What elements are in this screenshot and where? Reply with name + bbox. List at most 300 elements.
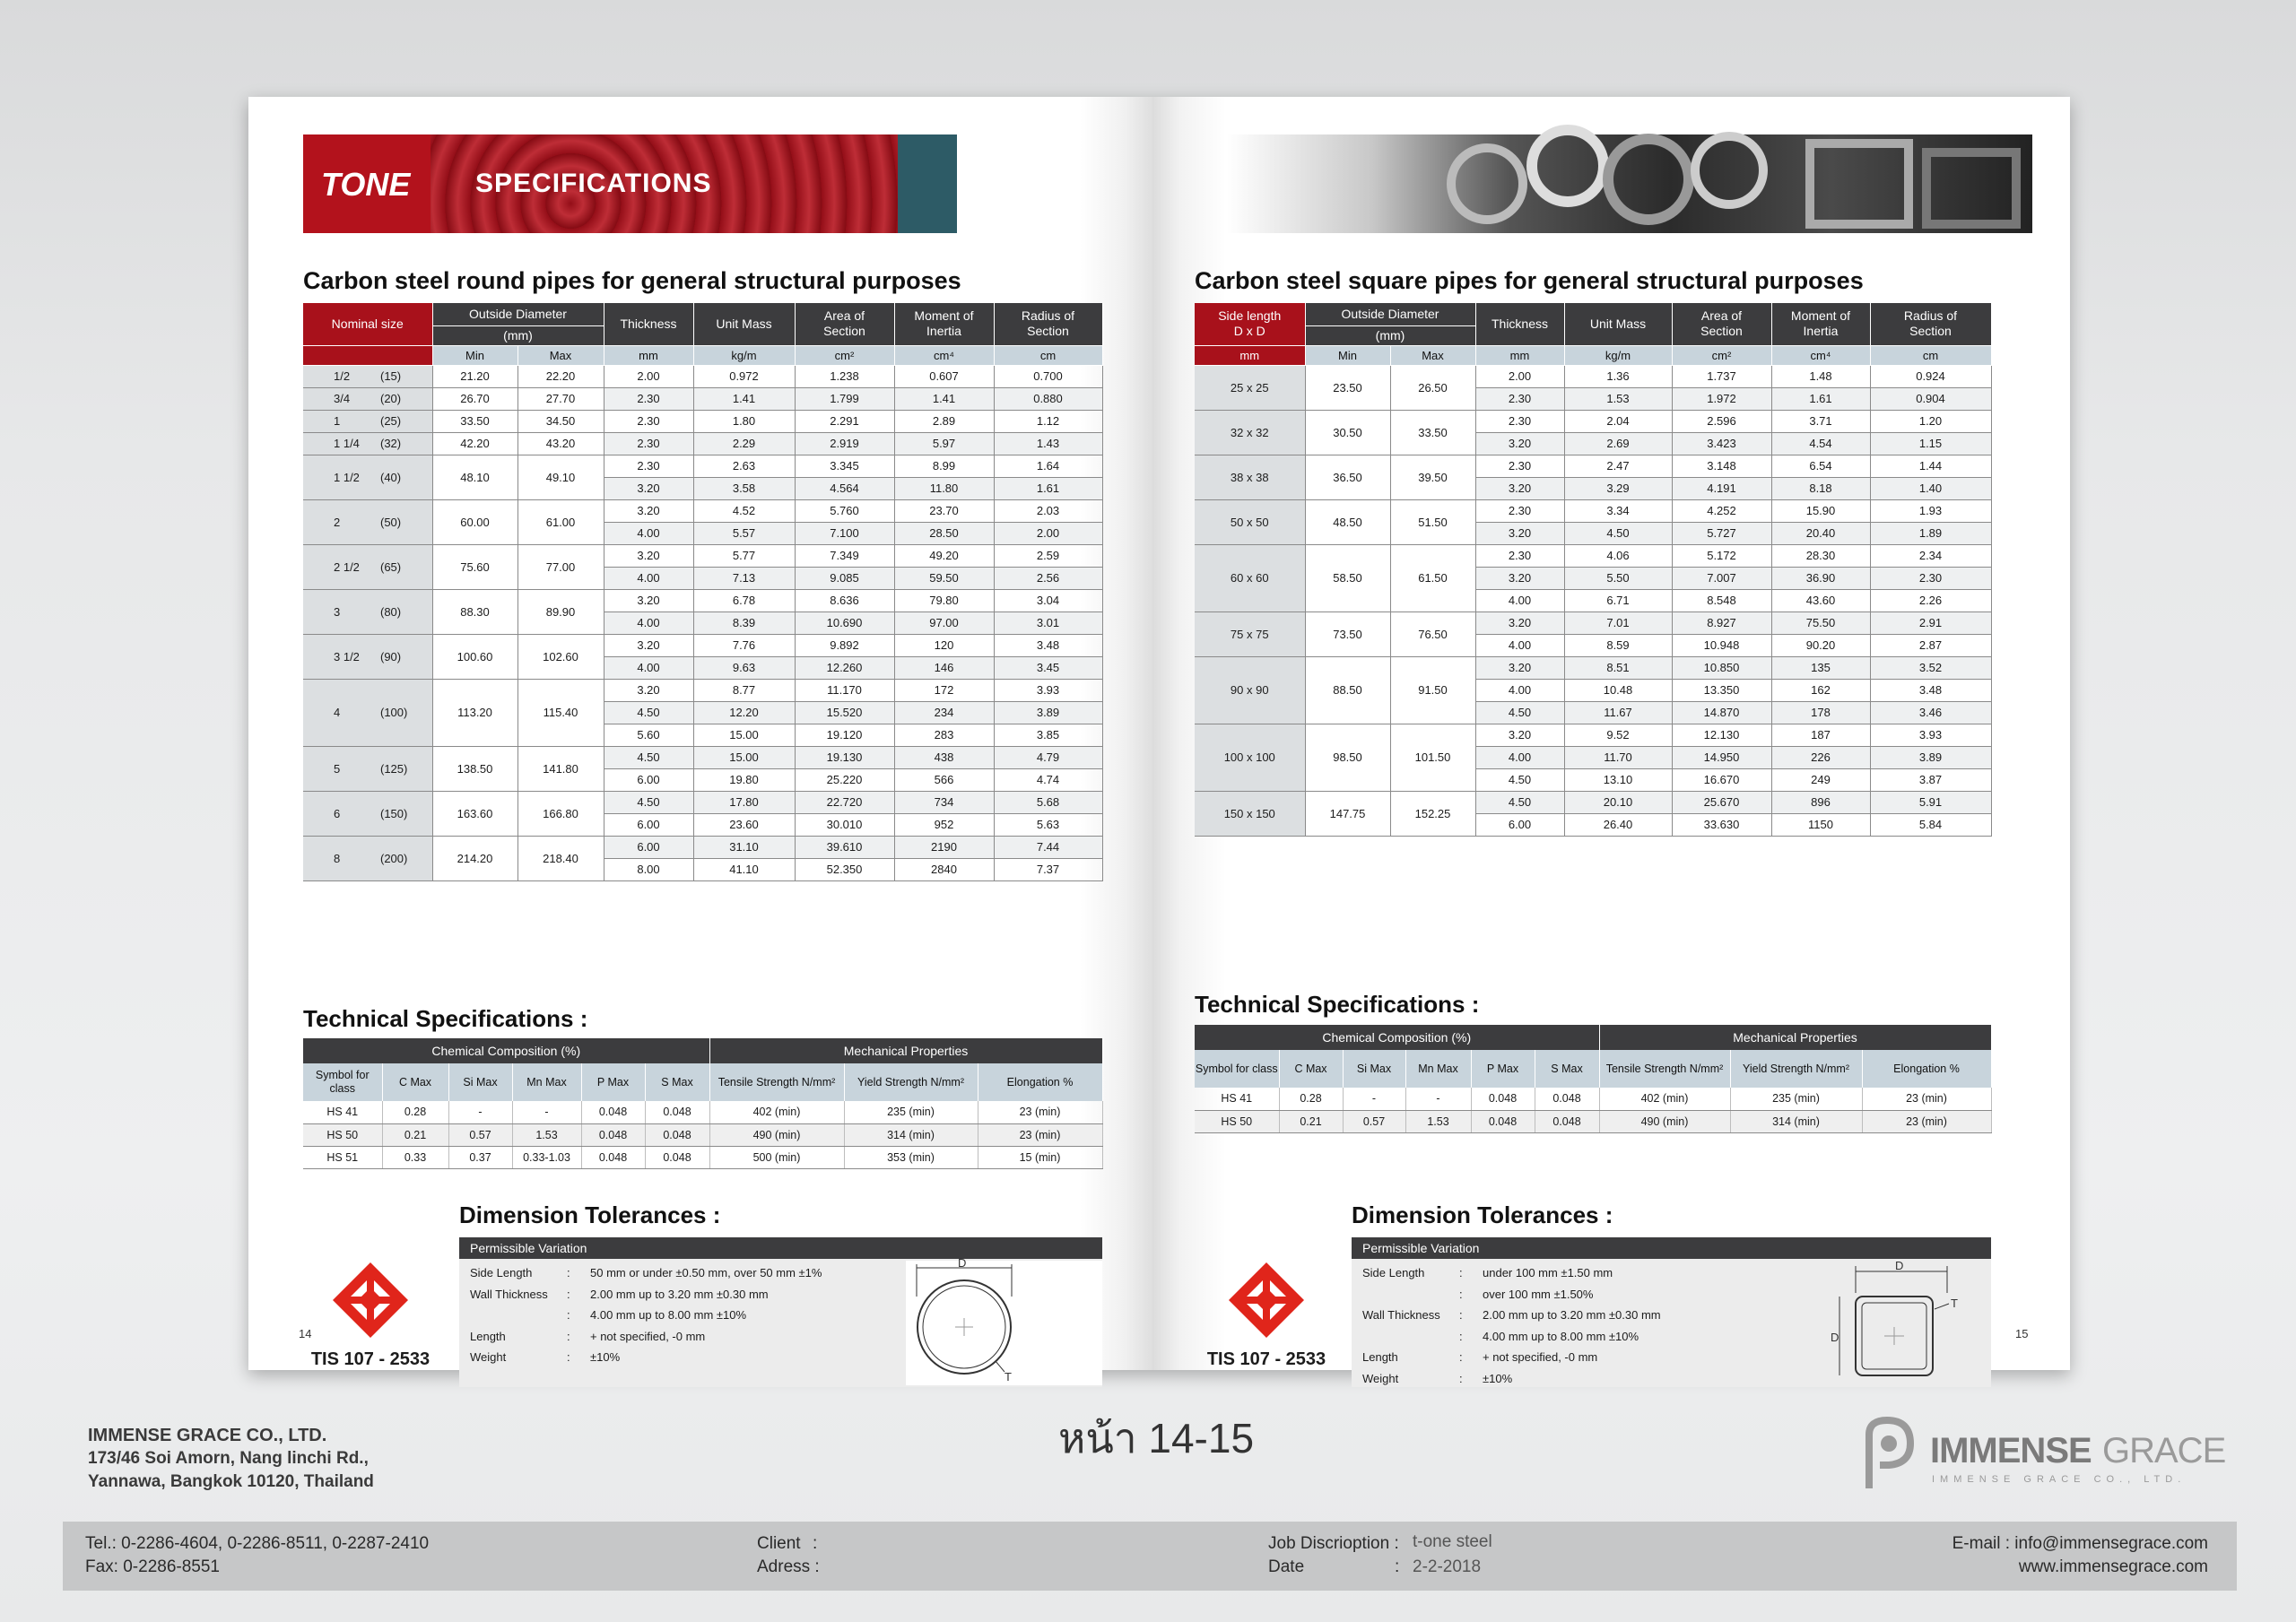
thickness-cell: 4.50 (604, 701, 693, 724)
brand-mark-icon (1860, 1417, 1923, 1494)
unit-mass-cell: 5.77 (693, 544, 795, 567)
radius-cell: 2.59 (994, 544, 1102, 567)
unit-mass-cell: 8.59 (1564, 634, 1672, 656)
tolerance-colon: : (567, 1266, 570, 1279)
unit-mass-cell: 15.00 (693, 724, 795, 746)
radius-cell: 1.12 (994, 410, 1102, 432)
size-cell (303, 836, 432, 880)
moment-cell: 249 (1771, 768, 1870, 791)
table-row (1195, 499, 1991, 522)
chem-header: Chemical Composition (%) (1195, 1025, 1599, 1050)
tolerance-value: 4.00 mm up to 8.00 mm ±10% (1483, 1329, 1639, 1343)
unit-mass-header: Unit Mass (693, 303, 795, 345)
tech-cell: 0.048 (645, 1101, 709, 1123)
diagram-t-label: T (1951, 1297, 1958, 1310)
od-max-cell: 115.40 (517, 679, 604, 746)
size-cell (303, 455, 432, 499)
thickness-cell: 3.20 (604, 544, 693, 567)
tolerance-box (1352, 1237, 1991, 1387)
table-row (1195, 724, 1991, 746)
tech-cell: 0.21 (382, 1123, 448, 1146)
tech-cell: 0.048 (581, 1101, 645, 1123)
moment-cell: 1.41 (894, 387, 994, 410)
square-pipes-table (1195, 303, 1992, 837)
size-cell (303, 589, 432, 634)
od-min-cell: 75.60 (432, 544, 517, 589)
area-cell: 1.737 (1672, 365, 1771, 387)
table-row (1195, 656, 1991, 679)
unit-mass-cell: 8.77 (693, 679, 795, 701)
table-row (1195, 365, 1991, 387)
moment-cell: 2190 (894, 836, 994, 858)
radius-cell: 1.93 (1870, 499, 1991, 522)
moment-cell: 952 (894, 813, 994, 836)
thickness-cell: 3.20 (1475, 656, 1564, 679)
tolerance-header: Permissible Variation (459, 1237, 1102, 1259)
thickness-cell: 4.50 (1475, 791, 1564, 813)
area-cell: 15.520 (795, 701, 894, 724)
radius-cell: 4.74 (994, 768, 1102, 791)
radius-unit: cm (1870, 345, 1991, 365)
footer-tel: Tel.: 0-2286-4604, 0-2286-8511, 0-2287-2410 (85, 1534, 430, 1553)
od-max-cell: 89.90 (517, 589, 604, 634)
tech-col-header: S Max (645, 1063, 709, 1101)
thickness-cell: 6.00 (604, 836, 693, 858)
radius-cell: 5.68 (994, 791, 1102, 813)
thickness-cell: 3.20 (1475, 477, 1564, 499)
banner-teal-block (898, 134, 957, 233)
area-cell: 25.670 (1672, 791, 1771, 813)
area-cell: 25.220 (795, 768, 894, 791)
tech-cell: 0.21 (1279, 1110, 1343, 1132)
nominal-size: 6 (334, 806, 341, 820)
unit-mass-header: Unit Mass (1564, 303, 1672, 345)
square-pipe-diagram (1795, 1261, 1991, 1385)
company-address (88, 1424, 374, 1494)
tolerance-value: ±10% (1483, 1371, 1513, 1385)
size-cell: 32 x 32 (1195, 410, 1305, 455)
thickness-cell: 2.30 (604, 410, 693, 432)
footer-address-label: Adress : (757, 1557, 820, 1576)
area-cell: 1.238 (795, 365, 894, 387)
unit-mass-cell: 8.51 (1564, 656, 1672, 679)
tech-col-header: Tensile Strength N/mm² (709, 1063, 844, 1101)
tech-cell: 0.37 (448, 1146, 512, 1168)
unit-mass-cell: 9.63 (693, 656, 795, 679)
moment-cell: 20.40 (1771, 522, 1870, 544)
area-cell: 5.172 (1672, 544, 1771, 567)
moment-cell: 283 (894, 724, 994, 746)
od-max-cell: 51.50 (1390, 499, 1475, 544)
address-line-2: Yannawa, Bangkok 10120, Thailand (88, 1472, 374, 1491)
size-cell: 60 x 60 (1195, 544, 1305, 612)
thickness-header: Thickness (1475, 303, 1564, 345)
od-min-cell: 36.50 (1305, 455, 1390, 499)
tech-col-header: C Max (1279, 1050, 1343, 1088)
radius-cell: 3.89 (1870, 746, 1991, 768)
moment-cell: 1.61 (1771, 387, 1870, 410)
nominal-size: 8 (334, 851, 341, 865)
size-cell (303, 387, 432, 410)
moment-cell: 11.80 (894, 477, 994, 499)
area-cell: 33.630 (1672, 813, 1771, 836)
brochure-spread (248, 97, 2070, 1385)
moment-cell: 0.607 (894, 365, 994, 387)
radius-cell: 0.880 (994, 387, 1102, 410)
diagram-d-label: D (958, 1256, 967, 1270)
thickness-cell: 2.30 (604, 387, 693, 410)
od-min-cell: 48.10 (432, 455, 517, 499)
od-unit-header: (mm) (1305, 325, 1475, 345)
radius-cell: 2.91 (1870, 612, 1991, 634)
nominal-code: (65) (380, 559, 402, 574)
table-row (1195, 544, 1991, 567)
od-min-cell: 26.70 (432, 387, 517, 410)
tech-col-header: Yield Strength N/mm² (1730, 1050, 1862, 1088)
od-min-cell: 100.60 (432, 634, 517, 679)
area-cell: 22.720 (795, 791, 894, 813)
unit-mass-cell: 10.48 (1564, 679, 1672, 701)
footer-email[interactable]: E-mail : info@immensegrace.com (1952, 1534, 2208, 1553)
radius-cell: 2.30 (1870, 567, 1991, 589)
tech-col-header: Yield Strength N/mm² (844, 1063, 978, 1101)
radius-cell: 1.40 (1870, 477, 1991, 499)
radius-cell: 2.34 (1870, 544, 1991, 567)
radius-cell: 3.93 (1870, 724, 1991, 746)
od-min-cell: 138.50 (432, 746, 517, 791)
tech-cell: 0.048 (1535, 1088, 1599, 1110)
brand-name-b: GRACE (2102, 1431, 2226, 1470)
size-cell: 90 x 90 (1195, 656, 1305, 724)
radius-cell: 3.45 (994, 656, 1102, 679)
radius-cell: 5.63 (994, 813, 1102, 836)
moment-cell: 43.60 (1771, 589, 1870, 612)
area-cell: 12.130 (1672, 724, 1771, 746)
moment-cell: 120 (894, 634, 994, 656)
tolerance-label: Weight (1362, 1371, 1399, 1385)
od-max-cell: 102.60 (517, 634, 604, 679)
unit-mass-cell: 17.80 (693, 791, 795, 813)
thickness-cell: 4.00 (604, 612, 693, 634)
unit-mass-cell: 8.39 (693, 612, 795, 634)
table-row (1195, 410, 1991, 432)
nominal-size: 4 (334, 706, 341, 719)
unit-mass-cell: 7.76 (693, 634, 795, 656)
tech-cell: 1.53 (512, 1123, 581, 1146)
moment-cell: 23.70 (894, 499, 994, 522)
footer-website[interactable]: www.immensegrace.com (2018, 1557, 2208, 1576)
table-row (1195, 612, 1991, 634)
radius-cell: 3.93 (994, 679, 1102, 701)
tolerance-colon: : (1459, 1308, 1463, 1322)
od-max-cell: 101.50 (1390, 724, 1475, 791)
radius-cell: 4.79 (994, 746, 1102, 768)
moment-header: Moment of Inertia (894, 303, 994, 345)
od-min-cell: 163.60 (432, 791, 517, 836)
mech-header: Mechanical Properties (1599, 1025, 1991, 1050)
radius-cell: 1.20 (1870, 410, 1991, 432)
tolerance-title: Dimension Tolerances : (1352, 1201, 1613, 1228)
moment-cell: 2840 (894, 858, 994, 880)
tech-cell: - (1405, 1088, 1471, 1110)
radius-cell: 0.700 (994, 365, 1102, 387)
size-cell (303, 634, 432, 679)
tolerance-value: 2.00 mm up to 3.20 mm ±0.30 mm (1483, 1308, 1661, 1322)
specifications-banner (303, 134, 957, 233)
tech-cell: 0.28 (1279, 1088, 1343, 1110)
footer-fax: Fax: 0-2286-8551 (85, 1557, 220, 1576)
diagram-t-label: T (1004, 1370, 1012, 1383)
tolerance-value: 2.00 mm up to 3.20 mm ±0.30 mm (590, 1287, 769, 1301)
diagram-d-label: D (1895, 1259, 1904, 1272)
unit-mass-cell: 4.52 (693, 499, 795, 522)
area-cell: 16.670 (1672, 768, 1771, 791)
tis-logo-icon (1227, 1261, 1306, 1340)
tech-cell: 15 (min) (978, 1146, 1102, 1168)
area-cell: 7.349 (795, 544, 894, 567)
thickness-cell: 6.00 (604, 768, 693, 791)
thickness-cell: 4.00 (1475, 589, 1564, 612)
thickness-cell: 8.00 (604, 858, 693, 880)
size-cell (303, 679, 432, 746)
moment-cell: 438 (894, 746, 994, 768)
radius-cell: 3.01 (994, 612, 1102, 634)
radius-cell: 5.91 (1870, 791, 1991, 813)
brand-name-a: IMMENSE (1930, 1431, 2092, 1470)
table-row (303, 544, 1102, 567)
mech-header: Mechanical Properties (709, 1038, 1102, 1063)
unit-mass-cell: 4.06 (1564, 544, 1672, 567)
od-max-cell: 43.20 (517, 432, 604, 455)
moment-unit: cm⁴ (1771, 345, 1870, 365)
tolerance-colon: : (567, 1329, 570, 1343)
unit-mass-cell: 7.01 (1564, 612, 1672, 634)
size-cell: 150 x 150 (1195, 791, 1305, 836)
tech-spec-title: Technical Specifications : (303, 1005, 588, 1032)
table-row (1195, 1110, 1991, 1132)
od-max-cell: 141.80 (517, 746, 604, 791)
tech-cell: 23 (min) (978, 1101, 1102, 1123)
tech-cell: 0.048 (645, 1123, 709, 1146)
tolerance-label: Weight (470, 1350, 507, 1364)
size-cell (303, 499, 432, 544)
radius-cell: 3.48 (994, 634, 1102, 656)
thick-unit: mm (1475, 345, 1564, 365)
tech-col-header: P Max (581, 1063, 645, 1101)
tolerance-box (459, 1237, 1102, 1387)
od-min-cell: 88.30 (432, 589, 517, 634)
od-min-cell: 33.50 (432, 410, 517, 432)
tis-label: TIS 107 - 2533 (1206, 1349, 1326, 1369)
od-min-cell: 98.50 (1305, 724, 1390, 791)
tech-cell: 500 (min) (709, 1146, 844, 1168)
thickness-cell: 4.50 (1475, 768, 1564, 791)
tech-cell: HS 50 (303, 1123, 382, 1146)
tech-col-header: Mn Max (1405, 1050, 1471, 1088)
tech-cell: 0.048 (581, 1123, 645, 1146)
unit-mass-cell: 6.71 (1564, 589, 1672, 612)
moment-cell: 234 (894, 701, 994, 724)
od-min-cell: 58.50 (1305, 544, 1390, 612)
tech-cell: - (1343, 1088, 1405, 1110)
tech-cell: 314 (min) (1730, 1110, 1862, 1132)
tech-cell: 23 (min) (978, 1123, 1102, 1146)
size-cell (303, 432, 432, 455)
nominal-size: 3/4 (334, 392, 351, 405)
table-row (303, 589, 1102, 612)
moment-cell: 187 (1771, 724, 1870, 746)
od-min-cell: 42.20 (432, 432, 517, 455)
moment-cell: 15.90 (1771, 499, 1870, 522)
unit-mass-cell: 1.80 (693, 410, 795, 432)
moment-cell: 135 (1771, 656, 1870, 679)
od-max-cell: 91.50 (1390, 656, 1475, 724)
od-min-cell: 147.75 (1305, 791, 1390, 836)
od-min-cell: 214.20 (432, 836, 517, 880)
table-row (303, 634, 1102, 656)
tis-label: TIS 107 - 2533 (310, 1349, 430, 1369)
area-cell: 10.690 (795, 612, 894, 634)
tolerance-colon: : (1459, 1371, 1463, 1385)
area-cell: 3.423 (1672, 432, 1771, 455)
od-max-cell: 152.25 (1390, 791, 1475, 836)
table-row (303, 1101, 1102, 1123)
tolerance-colon: : (1459, 1350, 1463, 1364)
od-header: Outside Diameter (432, 303, 604, 325)
page-number: 14 (299, 1327, 312, 1340)
radius-cell: 7.44 (994, 836, 1102, 858)
moment-cell: 79.80 (894, 589, 994, 612)
moment-cell: 172 (894, 679, 994, 701)
radius-cell: 2.00 (994, 522, 1102, 544)
table-row (1195, 1088, 1991, 1110)
moment-cell: 49.20 (894, 544, 994, 567)
thickness-cell: 2.30 (1475, 410, 1564, 432)
od-min-cell: 113.20 (432, 679, 517, 746)
od-max-cell: 33.50 (1390, 410, 1475, 455)
area-cell: 11.170 (795, 679, 894, 701)
tech-cell: HS 41 (303, 1101, 382, 1123)
unit-mass-cell: 1.41 (693, 387, 795, 410)
thickness-cell: 4.00 (604, 522, 693, 544)
thickness-cell: 4.00 (1475, 679, 1564, 701)
area-cell: 8.927 (1672, 612, 1771, 634)
radius-cell: 3.48 (1870, 679, 1991, 701)
tech-cell: 23 (min) (1862, 1088, 1991, 1110)
tech-col-header: Si Max (448, 1063, 512, 1101)
footer-bar (63, 1522, 2237, 1591)
page-label: หน้า 14-15 (1058, 1415, 1255, 1462)
area-cell: 4.191 (1672, 477, 1771, 499)
tech-cell: 1.53 (1405, 1110, 1471, 1132)
tolerance-colon: : (567, 1308, 570, 1322)
tech-col-header: Symbol for class (1195, 1050, 1279, 1088)
unit-mass-cell: 9.52 (1564, 724, 1672, 746)
nominal-size: 3 (334, 604, 341, 619)
area-cell: 8.636 (795, 589, 894, 612)
thick-unit: mm (604, 345, 693, 365)
nominal-code: (125) (380, 761, 408, 776)
nominal-code: (200) (380, 851, 408, 865)
table-row (1195, 455, 1991, 477)
thickness-cell: 4.00 (1475, 634, 1564, 656)
area-cell: 39.610 (795, 836, 894, 858)
size-cell: 38 x 38 (1195, 455, 1305, 499)
thickness-cell: 3.20 (604, 679, 693, 701)
area-cell: 9.892 (795, 634, 894, 656)
moment-cell: 1150 (1771, 813, 1870, 836)
od-min-cell: 23.50 (1305, 365, 1390, 410)
tech-cell: 402 (min) (1599, 1088, 1730, 1110)
radius-cell: 1.61 (994, 477, 1102, 499)
tech-col-header: Si Max (1343, 1050, 1405, 1088)
thickness-cell: 5.60 (604, 724, 693, 746)
radius-cell: 1.15 (1870, 432, 1991, 455)
moment-unit: cm⁴ (894, 345, 994, 365)
moment-cell: 5.97 (894, 432, 994, 455)
nominal-size: 1 1/2 (334, 470, 360, 484)
unit-mass-cell: 23.60 (693, 813, 795, 836)
area-cell: 10.850 (1672, 656, 1771, 679)
tech-cell: HS 41 (1195, 1088, 1279, 1110)
tech-cell: 0.33 (382, 1146, 448, 1168)
size-cell: 50 x 50 (1195, 499, 1305, 544)
area-cell: 12.260 (795, 656, 894, 679)
unit-mass-cell: 41.10 (693, 858, 795, 880)
od-max-cell: 77.00 (517, 544, 604, 589)
tech-col-header: Elongation % (1862, 1050, 1991, 1088)
tech-col-header: Tensile Strength N/mm² (1599, 1050, 1730, 1088)
area-cell: 14.950 (1672, 746, 1771, 768)
unit-mass-cell: 11.67 (1564, 701, 1672, 724)
thickness-cell: 2.30 (1475, 499, 1564, 522)
min-header: Min (1305, 345, 1390, 365)
footer-date-value: 2-2-2018 (1413, 1557, 1482, 1576)
thickness-cell: 3.20 (1475, 724, 1564, 746)
area-cell: 1.799 (795, 387, 894, 410)
nominal-size: 2 (334, 515, 341, 529)
unit-mass-cell: 1.36 (1564, 365, 1672, 387)
radius-cell: 1.44 (1870, 455, 1991, 477)
unit-mass-cell: 15.00 (693, 746, 795, 768)
max-header: Max (517, 345, 604, 365)
area-cell: 5.727 (1672, 522, 1771, 544)
unit-mass-cell: 2.69 (1564, 432, 1672, 455)
unit-mass-cell: 20.10 (1564, 791, 1672, 813)
unit-mass-cell: 2.63 (693, 455, 795, 477)
moment-cell: 8.18 (1771, 477, 1870, 499)
area-cell: 7.100 (795, 522, 894, 544)
tech-cell: 0.57 (1343, 1110, 1405, 1132)
thickness-cell: 3.20 (604, 589, 693, 612)
tech-col-header: C Max (382, 1063, 448, 1101)
table-row (303, 679, 1102, 701)
nominal-code: (100) (380, 706, 408, 719)
radius-cell: 3.46 (1870, 701, 1991, 724)
area-header: Area of Section (1672, 303, 1771, 345)
thickness-cell: 2.00 (604, 365, 693, 387)
radius-cell: 3.89 (994, 701, 1102, 724)
thickness-cell: 3.20 (604, 499, 693, 522)
nominal-code: (150) (380, 806, 408, 820)
od-min-cell: 30.50 (1305, 410, 1390, 455)
od-max-cell: 39.50 (1390, 455, 1475, 499)
thickness-cell: 4.50 (1475, 701, 1564, 724)
radius-cell: 3.04 (994, 589, 1102, 612)
tech-cell: 490 (min) (1599, 1110, 1730, 1132)
moment-cell: 2.89 (894, 410, 994, 432)
radius-cell: 7.37 (994, 858, 1102, 880)
